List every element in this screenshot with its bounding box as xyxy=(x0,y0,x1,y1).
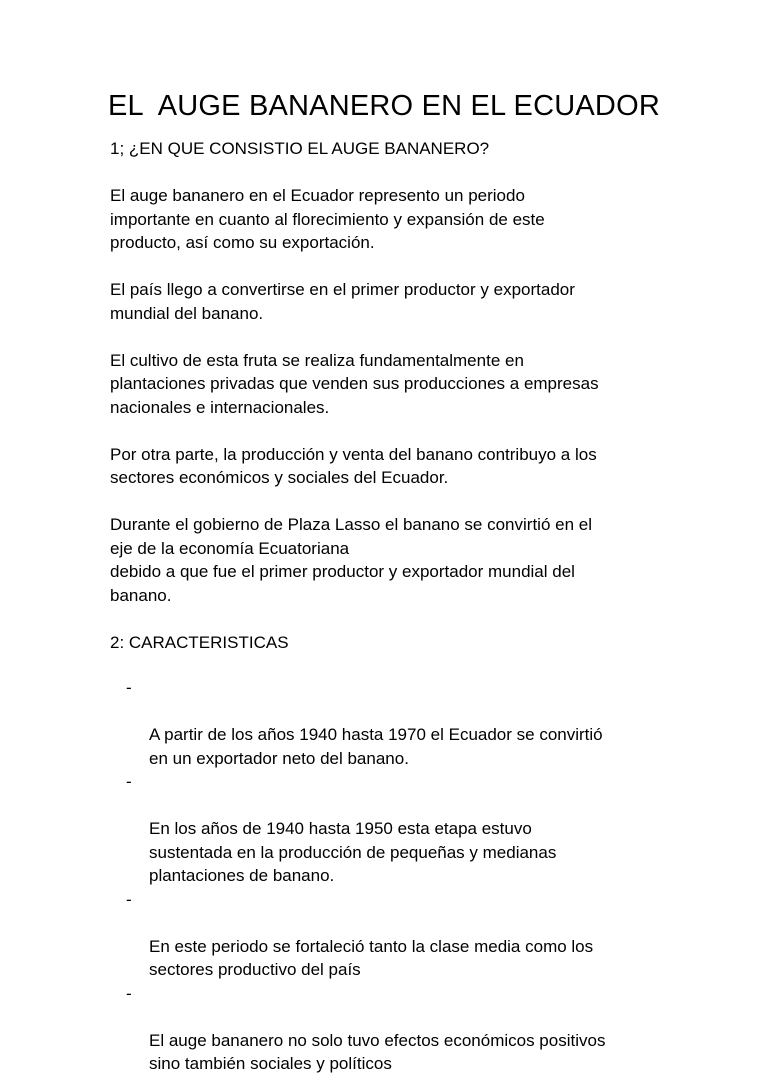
section-heading-1: 1; ¿EN QUE CONSISTIO EL AUGE BANANERO? xyxy=(110,139,490,158)
bullet-list xyxy=(110,676,710,1076)
list-item xyxy=(110,982,710,1076)
bullet-dash: - xyxy=(126,889,132,909)
list-item-text: El auge bananero no solo tuvo efectos económicos positivos sino también sociales y políticos xyxy=(149,1030,606,1073)
list-item-text: En los años de 1940 hasta 1950 esta etapa estuvo sustentada en la producción de pequeñas y medianas plantaciones de banano. xyxy=(149,819,557,885)
document-title: EL AUGE BANANERO EN EL ECUADOR xyxy=(108,90,660,122)
bullet-dash: - xyxy=(126,678,132,697)
paragraph: Durante el gobierno de Plaza Lasso el banano se convirtió en el eje de la economía Ecuatoriana debido a que fue el primer productor y exportador mundial del banano. xyxy=(110,515,592,605)
bullet-dash: - xyxy=(126,983,132,1003)
paragraph: El país llego a convertirse en el primer productor y exportador mundial del banano. xyxy=(110,280,575,323)
document-body xyxy=(110,137,710,1076)
list-item xyxy=(110,676,710,770)
paragraph: Por otra parte, la producción y venta del banano contribuyo a los sectores económicos y sociales del Ecuador. xyxy=(110,444,597,487)
section-heading-2: 2: CARACTERISTICAS xyxy=(110,632,289,652)
list-item-text: En este periodo se fortaleció tanto la clase media como los sectores productivo del país xyxy=(149,936,594,979)
paragraph: El cultivo de esta fruta se realiza fundamentalmente en plantaciones privadas que venden sus producciones a empresas nacionales e internacionales. xyxy=(110,350,599,417)
list-item xyxy=(110,888,710,982)
list-item-text: A partir de los años 1940 hasta 1970 el Ecuador se convirtió en un exportador neto del banano. xyxy=(149,725,603,768)
list-item xyxy=(110,770,710,888)
bullet-dash: - xyxy=(126,772,132,791)
paragraph: El auge bananero en el Ecuador represento un periodo importante en cuanto al florecimiento y expansión de este producto, así como su exportación. xyxy=(110,186,545,252)
